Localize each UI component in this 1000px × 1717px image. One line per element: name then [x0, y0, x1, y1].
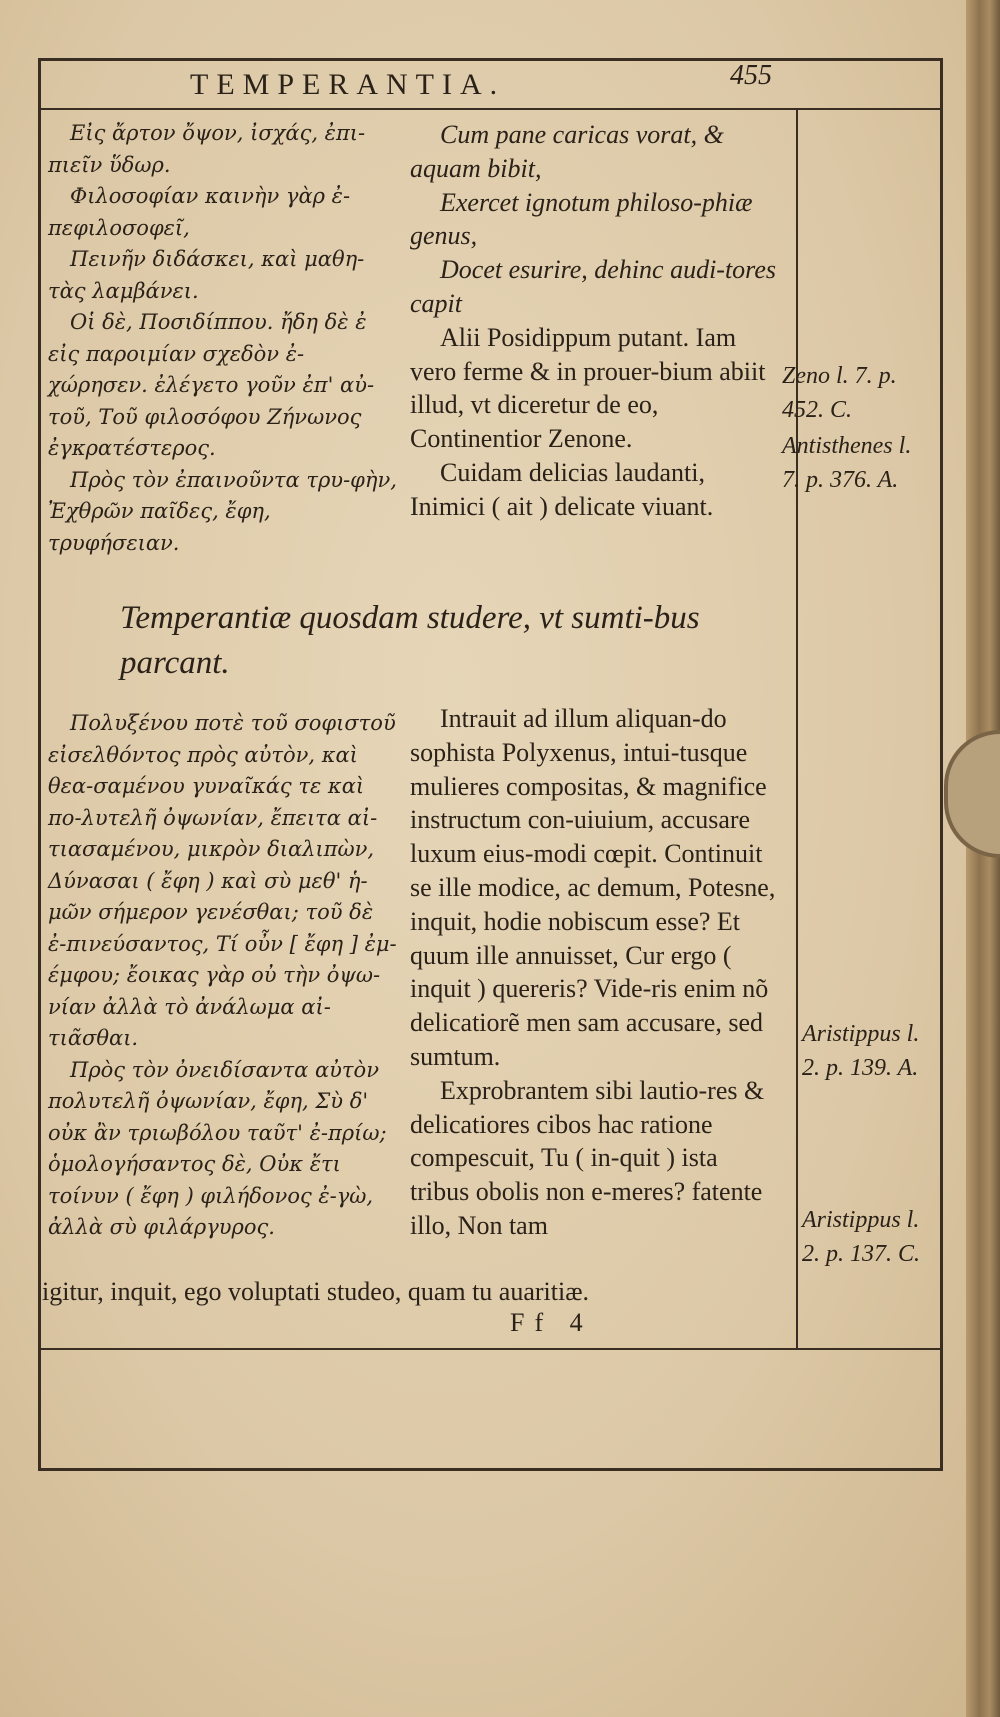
- margin-note-antisthenes: Antisthenes l. 7. p. 376. A.: [782, 433, 912, 493]
- section-heading: Temperantiæ quosdam studere, vt sumti-bus parcant.: [120, 600, 700, 681]
- margin-note-zeno: Zeno l. 7. p. 452. C.: [782, 363, 897, 423]
- latin-verse: Docet esurire, dehinc audi-tores capit: [410, 255, 776, 318]
- margin-note-aristippus-1: Aristippus l. 2. p. 139. A.: [802, 1021, 920, 1081]
- greek-column-2: [48, 708, 398, 1244]
- closing-line: igitur, inquit, ego voluptati studeo, quam tu auaritiæ.: [42, 1277, 590, 1306]
- greek-paragraph: Πρὸς τὸν ἐπαινοῦντα τρυ-φὴν, Ἐχθρῶν παῖδες, ἔφη, τρυφήσειαν.: [48, 467, 397, 555]
- greek-paragraph: Πρὸς τὸν ὀνειδίσαντα αὐτὸν πολυτελῆ ὀψωνίαν, ἔφη, Σὺ δ' οὐκ ἂν τριωβόλου ταῦτ' ἐ-πρίω; ὁμολογήσαντος δὲ, Οὐκ ἔτι τοίνυν ( ἔφη ) φιλήδονος ἐ-γὼ, ἀλλὰ σὺ φιλάργυρος.: [48, 1057, 387, 1239]
- greek-paragraph: Εἰς ἄρτον ὄψον, ἰσχάς, ἐπι-πιεῖν ὕδωρ.: [48, 121, 366, 177]
- margin-rule: [796, 108, 798, 1348]
- running-title: TEMPERANTIA.: [190, 68, 506, 101]
- greek-paragraph: Πολυξένου ποτὲ τοῦ σοφιστοῦ εἰσελθόντος πρὸς αὐτὸν, καὶ θεα-σαμένου γυναῖκάς τε καὶ πο-λυτελῆ ὀψωνίαν, ἔπειτα αἰ-τιασαμένου, μικρὸν διαλιπὼν, Δύνασαι ( ἔφη ) καὶ σὺ μεθ' ἡ-μῶν σήμερον γενέσθαι; τοῦ δὲ ἐ-πινεύσαντος, Τί οὖν [ ἔφη ] ἐμ-έμφου; ἔοικας γὰρ οὐ τὴν ὀψω-νίαν ἀλλὰ τὸ ἀνάλωμα αἰ-τιᾶσθαι.: [48, 711, 397, 1050]
- greek-paragraph: Οἱ δὲ, Ποσιδίππου. ἤδη δὲ ἐ εἰς παροιμίαν σχεδὸν ἐ-χώρησεν. ἐλέγετο γοῦν ἐπ' αὐ-τοῦ, Τοῦ φιλοσόφου Ζήνωνος ἐγκρατέστερος.: [48, 310, 375, 460]
- left-rule: [38, 58, 41, 1471]
- latin-paragraph: Exprobrantem sibi lautio-res & delicatiores cibos hac ratione compescuit, Tu ( in-quit ) ista tribus obolis non e-meres? fatente illo, Non tam: [410, 1075, 765, 1240]
- book-clasp: [944, 730, 1000, 858]
- signature-mark: Ff 4: [510, 1308, 593, 1337]
- latin-paragraph: Alii Posidippum putant. Iam vero ferme & in prouer-bium abiit illud, vt diceretur de eo, Continentior Zenone.: [410, 322, 766, 454]
- latin-verse: Exercet ignotum philoso-phiæ genus,: [410, 187, 753, 251]
- top-rule: [38, 58, 943, 61]
- latin-verse: Cum pane caricas vorat, & aquam bibit,: [410, 120, 724, 183]
- right-rule: [940, 58, 943, 1471]
- page-number: 455: [730, 60, 772, 91]
- greek-paragraph: Πεινῆν διδάσκει, καὶ μαθη-τὰς λαμβάνει.: [48, 247, 365, 303]
- header-rule: [38, 108, 943, 110]
- greek-column-1: [48, 118, 398, 559]
- bottom-rule: [38, 1468, 943, 1471]
- greek-paragraph: Φιλοσοφίαν καινὴν γὰρ ἐ-πεφιλοσοφεῖ,: [48, 184, 351, 240]
- latin-column-2: [410, 702, 782, 1243]
- latin-paragraph: Cuidam delicias laudanti, Inimici ( ait ) delicate viuant.: [410, 457, 714, 521]
- latin-column-1: [410, 118, 782, 524]
- footer-rule: [38, 1348, 943, 1350]
- page-edge: [966, 0, 1000, 1717]
- margin-note-aristippus-2: Aristippus l. 2. p. 137. C.: [802, 1207, 921, 1267]
- latin-paragraph: Intrauit ad illum aliquan-do sophista Polyxenus, intui-tusque mulieres compositas, & magnifice instructum con-uiuium, accusare luxum eius-modi cœpit. Continuit se ille modice, ac demum, Potesne, inquit, hodie nobiscum esse? Et quum ille annuisset, Cur ergo ( inquit ) quereris? Vide-ris enim nõ delicatiorẽ men sam accusare, sed sumtum.: [410, 704, 776, 1071]
